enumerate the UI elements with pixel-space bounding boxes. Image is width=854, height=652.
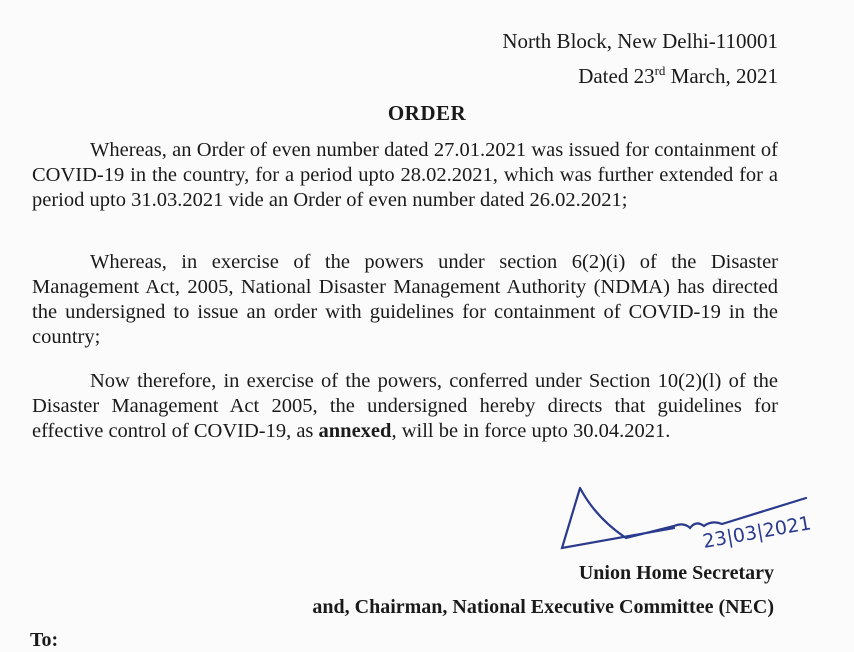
designation-subtitle: and, Chairman, National Executive Committee (NEC) bbox=[312, 596, 774, 618]
paragraph-3 bbox=[32, 369, 778, 444]
signature-icon bbox=[556, 478, 854, 558]
date-suffix: March, 2021 bbox=[665, 64, 778, 88]
paragraph-3-text: Now therefore, in exercise of the powers, conferred under Section 10(2)(l) of the Disaster Management Act 2005, the undersigned hereby directs that guidelines for effective control of COVID-19, as bbox=[32, 370, 778, 442]
order-date bbox=[578, 64, 778, 88]
paragraph-1 bbox=[32, 138, 778, 213]
paragraph-3-end: , will be in force upto 30.04.2021. bbox=[391, 420, 671, 442]
annexed-emphasis: annexed bbox=[318, 420, 392, 442]
designation-title: Union Home Secretary bbox=[578, 562, 774, 584]
handwritten-date: 23|03|2021 bbox=[701, 512, 813, 553]
date-ordinal: rd bbox=[654, 63, 666, 78]
date-prefix: Dated 23 bbox=[578, 64, 655, 88]
paragraph-1-text: Whereas, an Order of even number dated 27.01.2021 was issued for containment of COVID-19 in the country, for a period upto 28.02.2021, which was further extended for a period upto 31.03.2021 vide an Order of even number dated 26.02.2021; bbox=[32, 139, 778, 211]
paragraph-2-text: Whereas, in exercise of the powers under section 6(2)(i) of the Disaster Management Act, 2005, National Disaster Management Authority (NDMA) has directed the undersigned to issue an order with guidelines for containment of COVID-19 in the country; bbox=[32, 251, 778, 348]
recipient-label: To: bbox=[30, 629, 59, 651]
document-title: ORDER bbox=[387, 101, 467, 125]
office-address: North Block, New Delhi-110001 bbox=[502, 29, 778, 53]
paragraph-2 bbox=[32, 250, 778, 350]
